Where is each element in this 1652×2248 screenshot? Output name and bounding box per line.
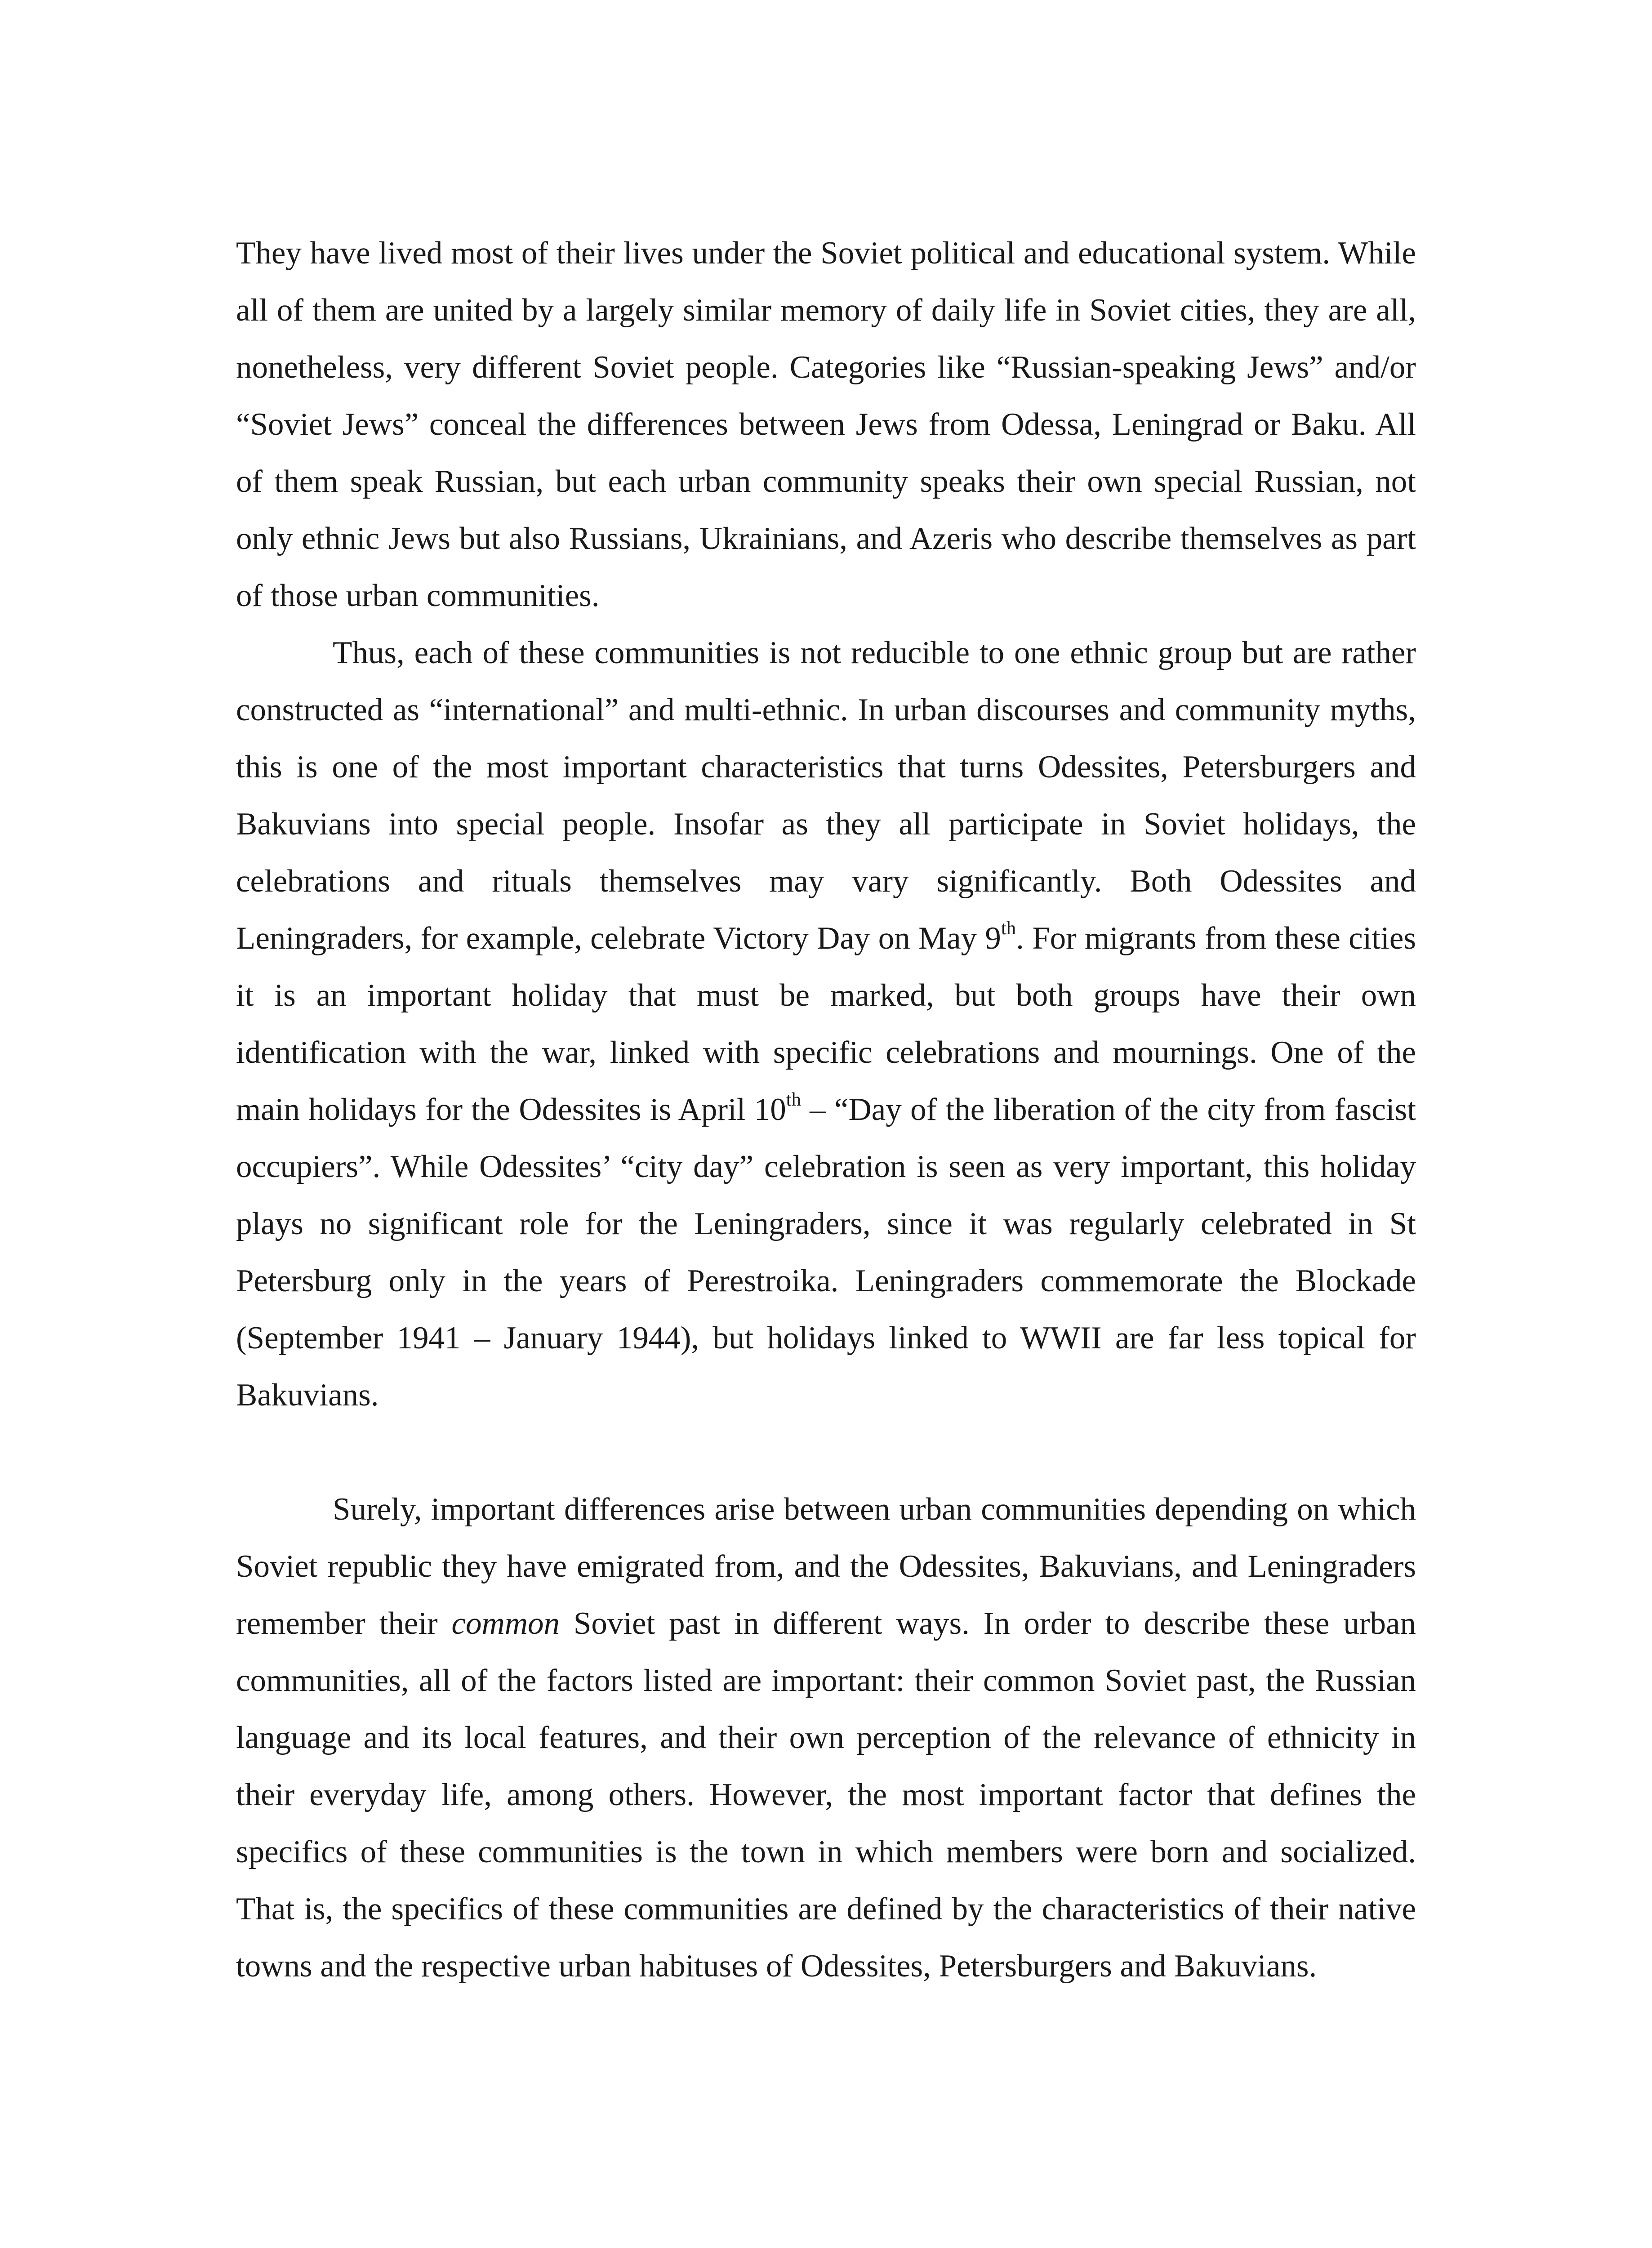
- ordinal-suffix: th: [1001, 918, 1016, 939]
- paragraph-2-text-c: – “Day of the liberation of the city from fascist occupiers”. While Odessites’ “city day” celebration is seen as very important, this holiday plays no significant role for the Leningraders, since it was regularly celebrated in St Petersburg only in the years of Perestroika. Leningraders commemorate the Blockade (September 1941 – January 1944), but holidays linked to WWII are far less topical for Bakuvians.: [236, 1092, 1416, 1413]
- ordinal-suffix: th: [786, 1089, 801, 1111]
- paragraph-3-text-b: Soviet past in different ways. In order to describe these urban communities, all of the factors listed are important: their common Soviet past, the Russian language and its local features, and their own perception of the relevance of ethnicity in their everyday life, among others. However, the most important factor that defines the specifics of these communities is the town in which members were born and socialized. That is, the specifics of these communities are defined by the characteristics of their native towns and the respective urban habituses of Odessites, Petersburgers and Bakuvians.: [236, 1606, 1416, 1984]
- emphasis-text: common: [451, 1606, 560, 1641]
- paragraph-2-text-a: Thus, each of these communities is not reducible to one ethnic group but are rather constructed as “international” and multi-ethnic. In urban discourses and community myths, this is one of the most important characteristics that turns Odessites, Petersburgers and Bakuvians into special people. Insofar as they all participate in Soviet holidays, the celebrations and rituals themselves may vary significantly. Both Odessites and Leningraders, for example, celebrate Victory Day on May 9: [236, 635, 1416, 956]
- paragraph-1: [236, 225, 1416, 624]
- paragraph-3-text-a: Surely, important differences arise between urban communities depending on which Soviet republic they have emigrated from, and the Odessites, Bakuvians, and Leningraders remember their: [236, 1492, 1416, 1641]
- body-text: [236, 225, 1416, 1995]
- paragraph-3: [236, 1481, 1416, 1995]
- paragraph-1-text: They have lived most of their lives under the Soviet political and educational system. While all of them are united by a largely similar memory of daily life in Soviet cities, they are all, nonetheless, very different Soviet people. Categories like “Russian-speaking Jews” and/or “Soviet Jews” conceal the differences between Jews from Odessa, Leningrad or Baku. All of them speak Russian, but each urban community speaks their own special Russian, not only ethnic Jews but also Russians, Ukrainians, and Azeris who describe themselves as part of those urban communities.: [236, 236, 1416, 613]
- paragraph-2-text-b: . For migrants from these cities it is an important holiday that must be marked, but both groups have their own identification with the war, linked with specific celebrations and mournings. One of the main holidays for the Odessites is April 10: [236, 921, 1416, 1127]
- paragraph-2: [236, 624, 1416, 1424]
